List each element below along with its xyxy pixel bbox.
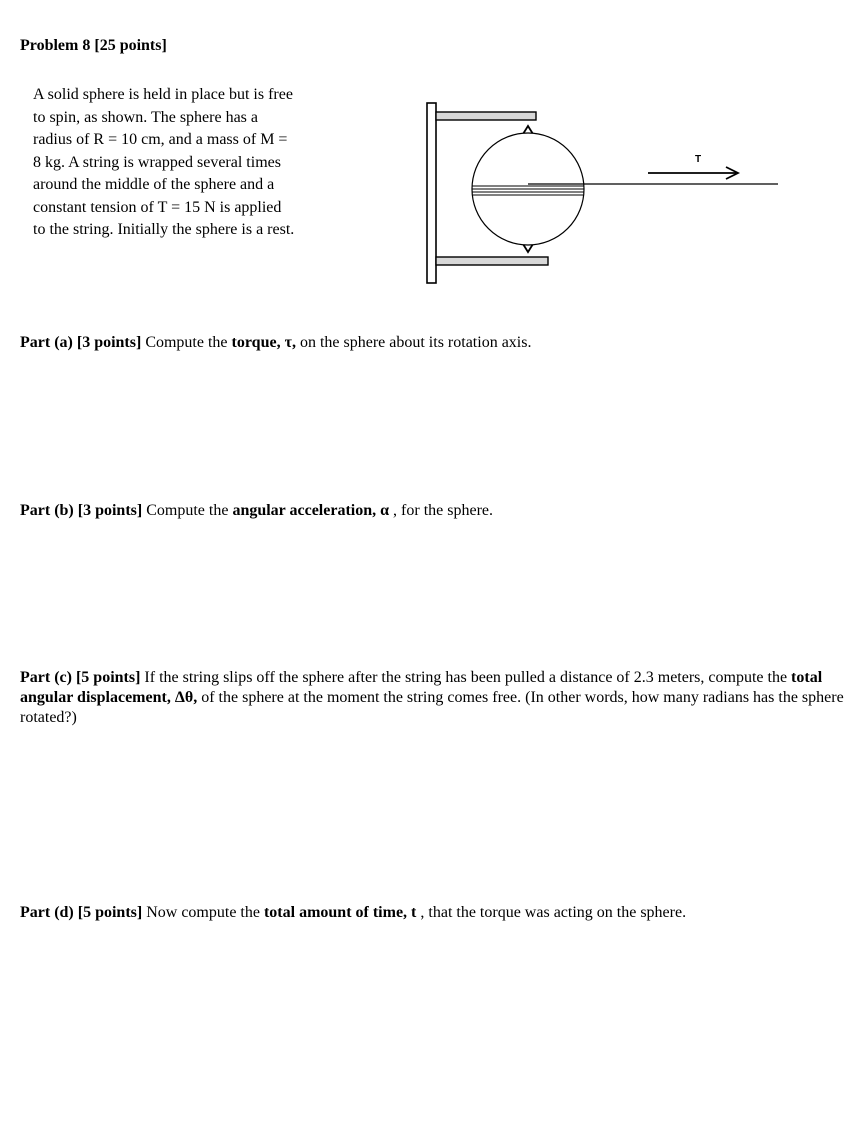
part-a-text: on the sphere about its rotation axis. <box>295 334 532 351</box>
part-c-question <box>20 668 850 728</box>
part-a-text: Compute the <box>141 334 232 351</box>
statement-line: A solid sphere is held in place but is free <box>33 86 293 103</box>
part-d-term: total amount of time, t <box>263 904 417 921</box>
part-a-term: torque, τ, <box>231 334 296 351</box>
top-bracket <box>436 112 536 120</box>
part-b-text: , for the sphere. <box>389 502 494 519</box>
part-c-text: of the sphere at the moment the string comes free. (In other words, how many radians has the sphere rotated?) <box>20 689 844 726</box>
part-b-text: Compute the <box>142 502 233 519</box>
statement-line: to the string. Initially the sphere is a rest. <box>33 221 295 238</box>
part-b-term: angular acceleration, α <box>232 502 390 519</box>
part-a-label: Part (a) [3 points] <box>20 334 142 351</box>
statement-line: constant tension of T = 15 N is applied <box>33 198 282 216</box>
part-c-term: total angular displacement, Δθ, <box>20 669 823 706</box>
part-c-text: If the string slips off the sphere after the string has been pulled a distance of 2.3 meters, compute the <box>140 669 792 686</box>
sphere-diagram <box>420 98 785 288</box>
tension-label: T <box>694 154 702 165</box>
part-c-label: Part (c) [5 points] <box>20 669 141 686</box>
part-d-text: , that the torque was acting on the sphere. <box>416 904 687 921</box>
part-d-question <box>20 903 850 923</box>
part-b-label: Part (b) [3 points] <box>20 502 143 519</box>
part-a-question <box>20 333 850 353</box>
statement-line: radius of R = 10 cm, and a mass of M = <box>33 131 288 148</box>
problem-statement <box>33 84 378 242</box>
bottom-bracket <box>436 257 548 265</box>
wall-post <box>427 103 436 283</box>
statement-line: 8 kg. A string is wrapped several times <box>33 153 281 171</box>
statement-line: around the middle of the sphere and a <box>33 176 275 193</box>
statement-line: to spin, as shown. The sphere has a <box>33 108 258 126</box>
problem-title: Problem 8 [25 points] <box>20 37 167 54</box>
part-b-question <box>20 501 850 521</box>
part-d-label: Part (d) [5 points] <box>20 904 143 921</box>
part-d-text: Now compute the <box>142 904 264 921</box>
